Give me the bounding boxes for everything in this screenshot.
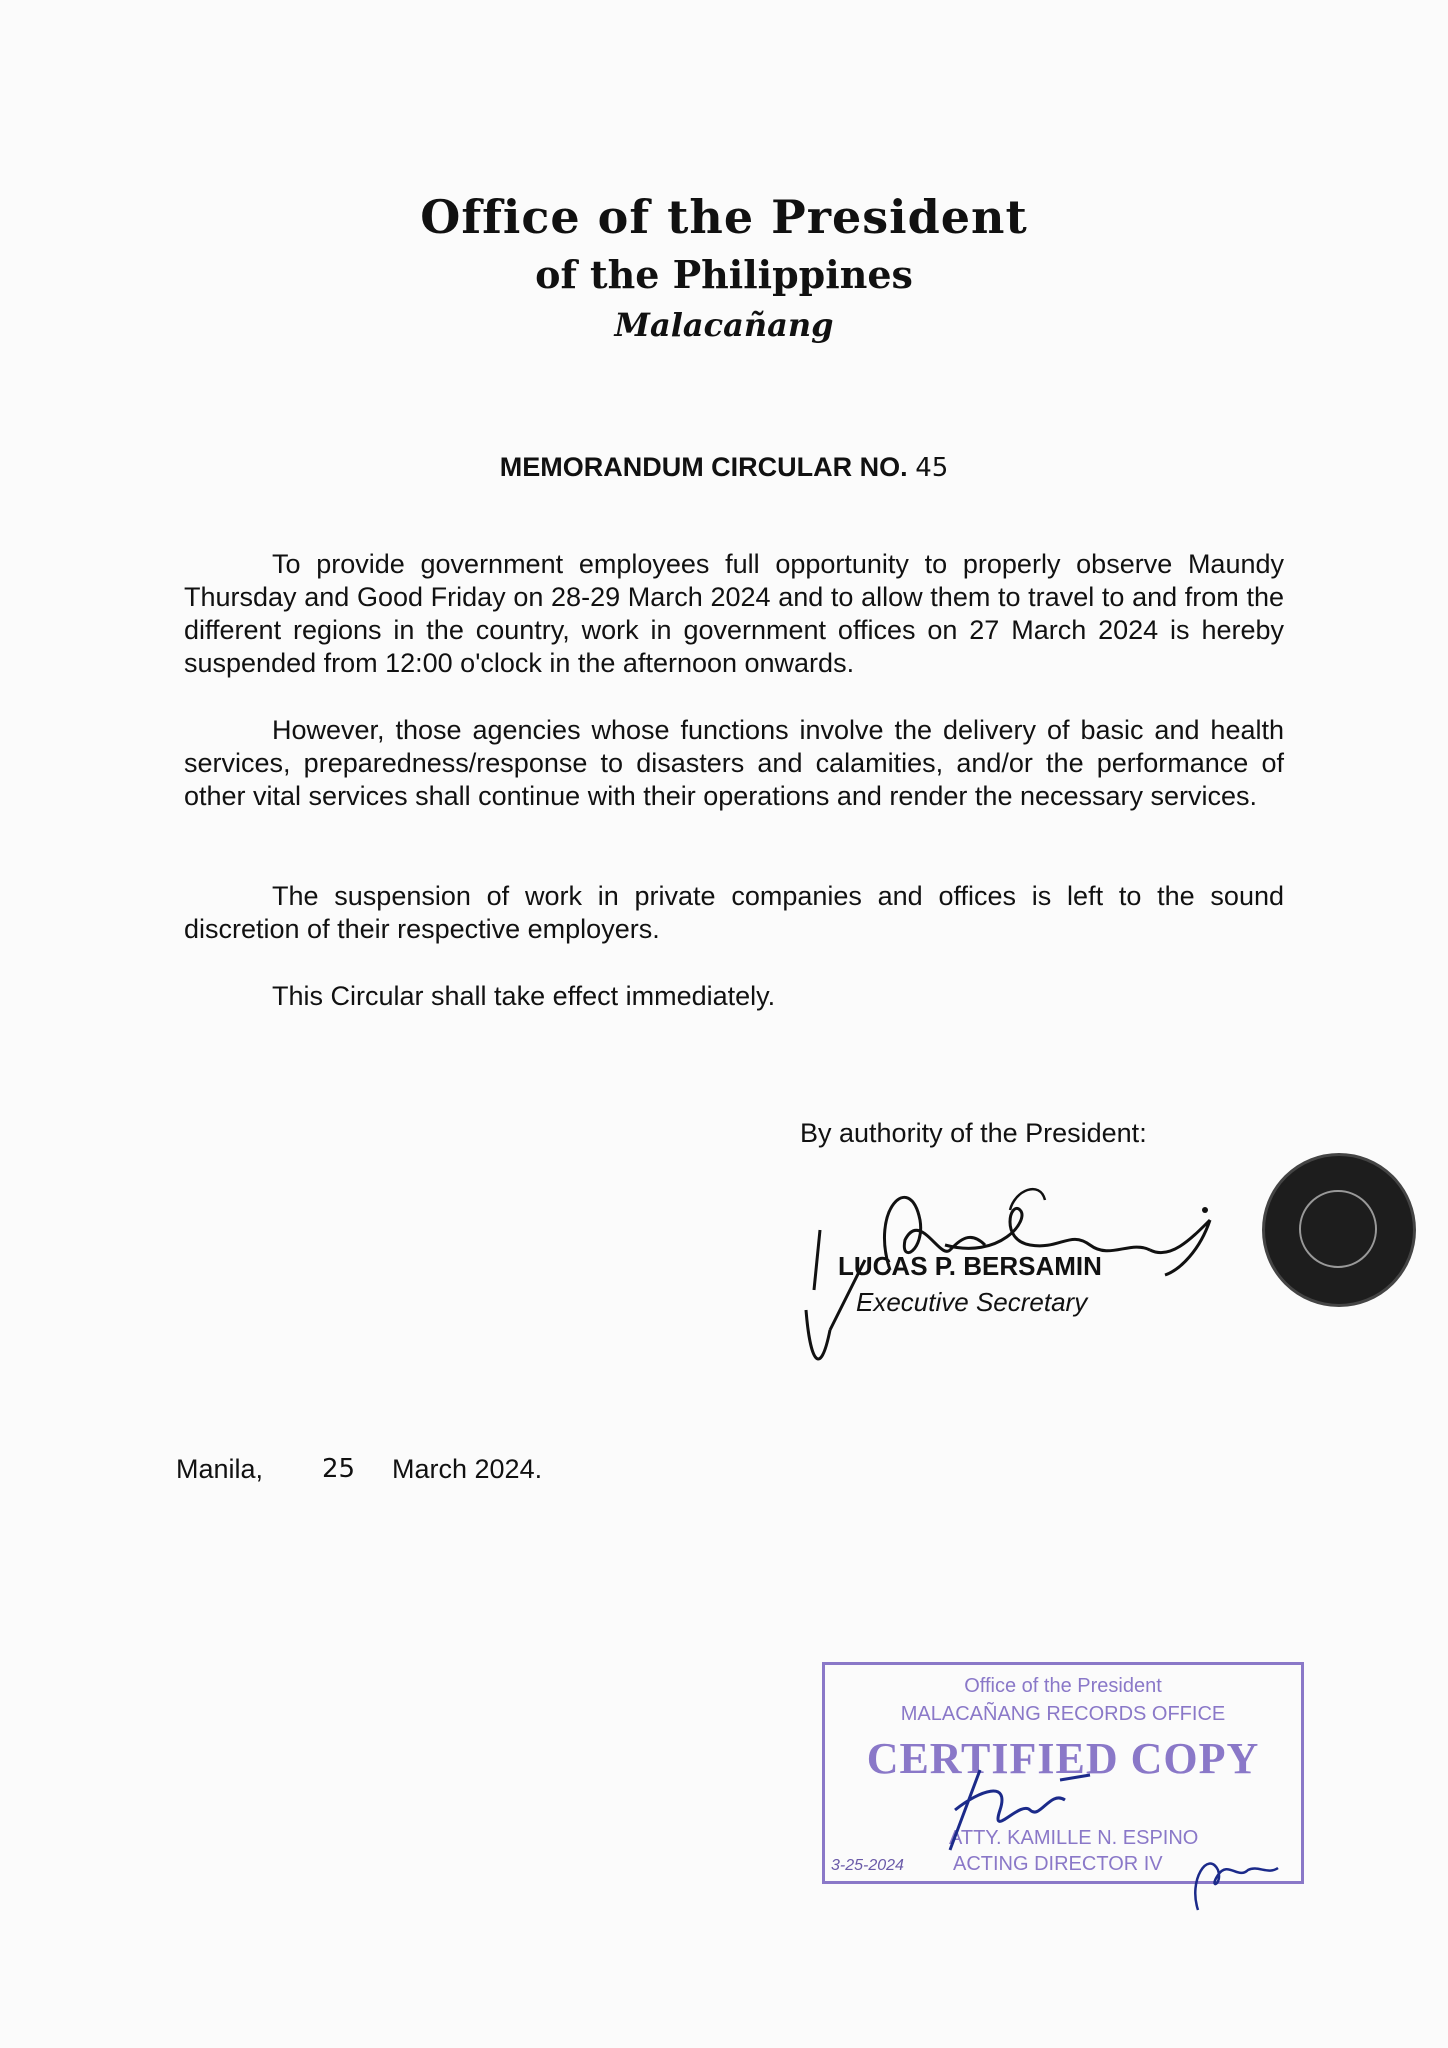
letterhead-palace: Malacañang	[614, 306, 834, 344]
paragraph-3	[184, 880, 1284, 946]
paragraph-1-text: To provide government employees full opportunity to properly observe Maundy Thursday and Good Friday on 28-29 March 2024 and to allow them to travel to and from the different regions in the country, work in government offices on 27 March 2024 is hereby suspended from 12:00 o'clock in the afternoon onwards.	[184, 549, 1284, 678]
memo-title-text: MEMORANDUM CIRCULAR NO.	[499, 452, 908, 482]
paragraph-2-text: However, those agencies whose functions involve the delivery of basic and health services, preparedness/response to disasters and calamities, and/or the performance of other vital services shall continue with their operations and render the necessary services.	[184, 715, 1284, 811]
signer-name: LUCAS P. BERSAMIN	[838, 1251, 1102, 1281]
stamp-name: ATTY. KAMILLE N. ESPINO	[949, 1827, 1199, 1849]
stamp-office: Office of the President	[964, 1675, 1162, 1697]
place: Manila,	[176, 1454, 264, 1484]
seal-emblem	[1299, 1190, 1377, 1268]
memo-title	[0, 452, 1448, 483]
paragraph-3-text: The suspension of work in private companies and offices is left to the sound discretion of their respective employers.	[184, 881, 1284, 944]
paragraph-1	[184, 548, 1284, 680]
signer-title: Executive Secretary	[856, 1287, 1088, 1317]
memo-number: 45	[915, 453, 949, 483]
stamp-position: ACTING DIRECTOR IV	[953, 1853, 1163, 1875]
authority-line: By authority of the President:	[800, 1118, 1147, 1148]
paragraph-4	[184, 980, 1284, 1013]
paragraph-2	[184, 714, 1284, 813]
paragraph-4-text: This Circular shall take effect immediately.	[272, 981, 776, 1011]
letterhead-office: Office of the President	[420, 190, 1028, 244]
date-month-year: March 2024.	[392, 1454, 543, 1484]
stamp-certified-copy: CERTIFIED COPY	[866, 1734, 1260, 1783]
stamp-signature	[920, 1750, 1120, 1860]
checker-initials	[1178, 1840, 1298, 1920]
date-day: 25	[322, 1454, 356, 1484]
letterhead-country: of the Philippines	[535, 252, 913, 297]
stamp-handwritten-date: 3-25-2024	[831, 1857, 904, 1874]
executive-secretary-seal	[1262, 1153, 1416, 1307]
stamp-records-office: MALACAÑANG RECORDS OFFICE	[900, 1703, 1226, 1725]
